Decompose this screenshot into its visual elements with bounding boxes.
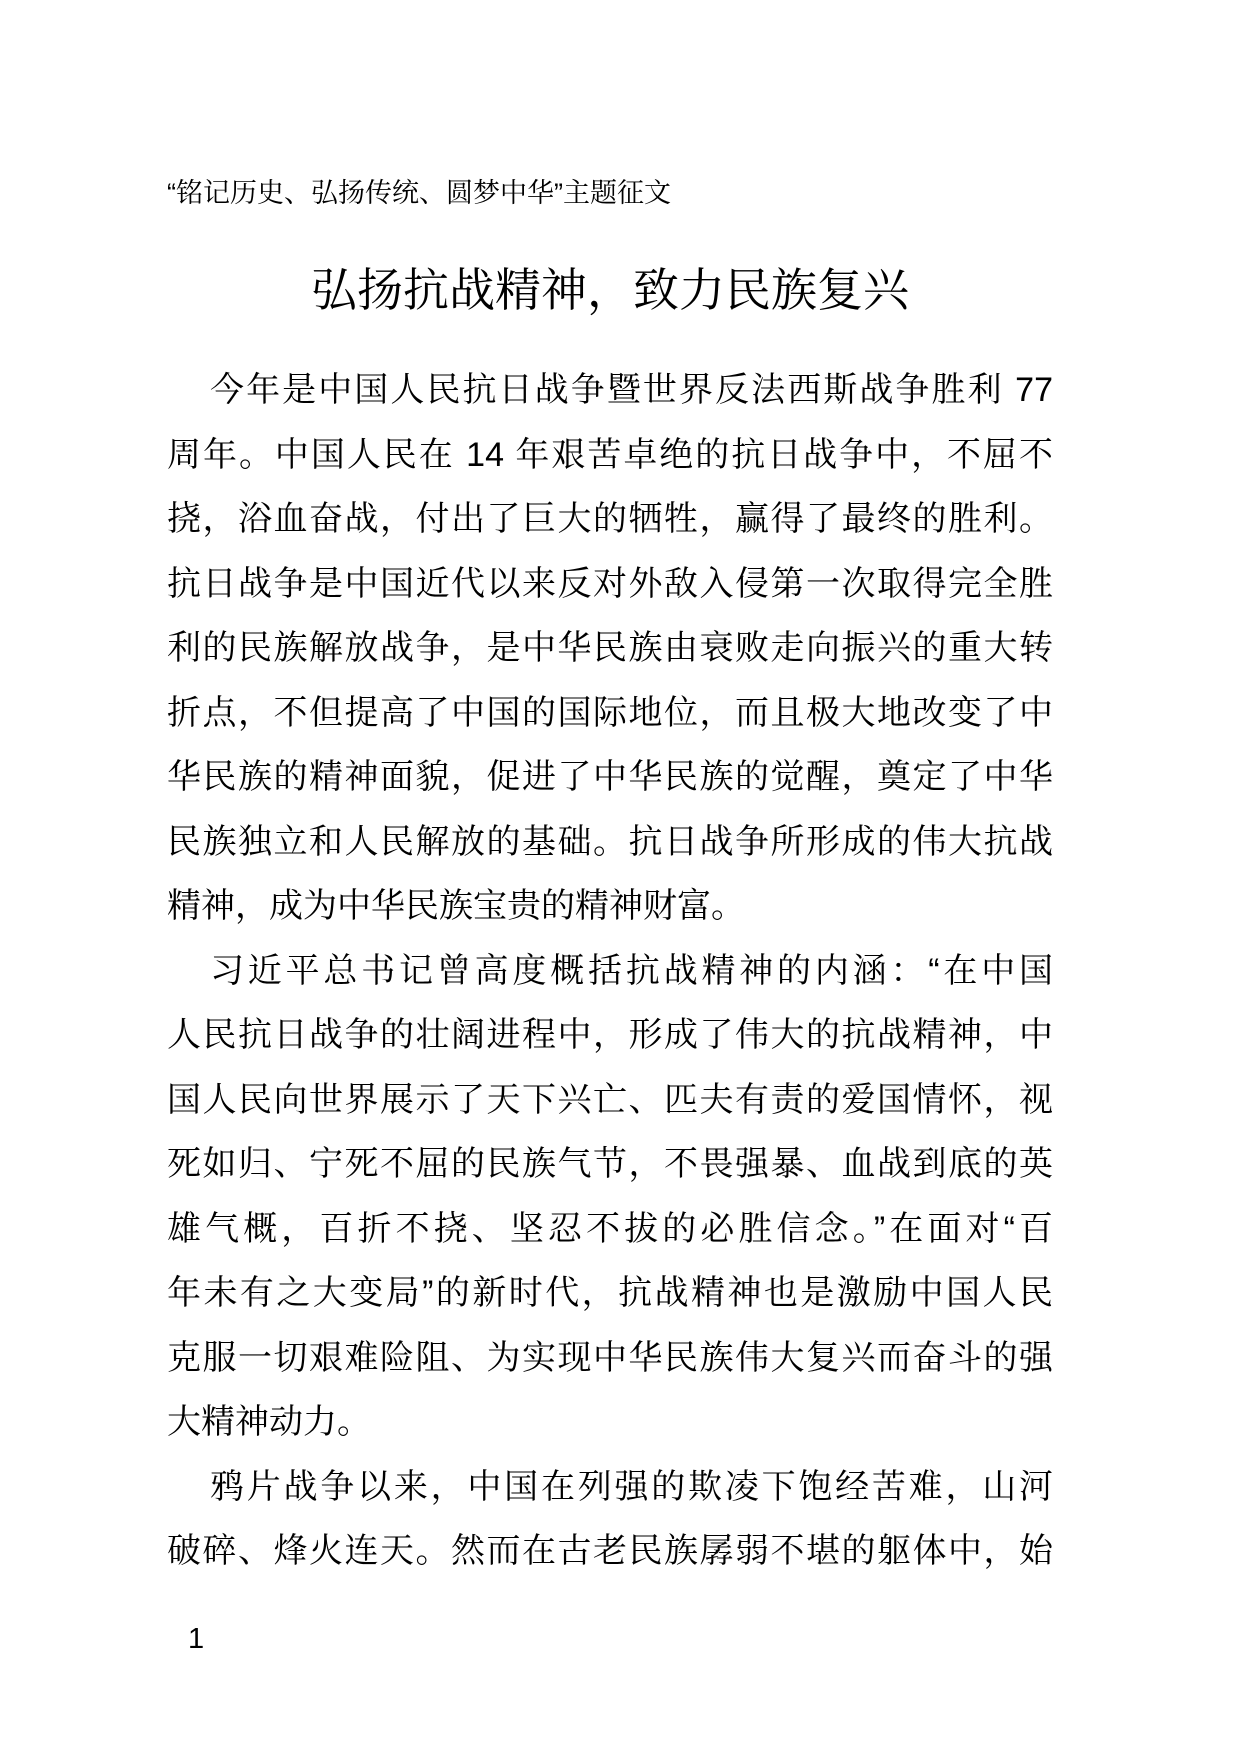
body-line: 周年。中国人民在 14 年艰苦卓绝的抗日战争中，不屈不 [167, 435, 1053, 474]
body-line: 民族独立和人民解放的基础。抗日战争所形成的伟大抗战 [167, 822, 1053, 861]
header-subject-line: “铭记历史、弘扬传统、圆梦中华”主题征文 [167, 178, 671, 208]
body-line: 人民抗日战争的壮阔进程中，形成了伟大的抗战精神，中 [167, 1016, 1053, 1054]
body-line: 抗日战争是中国近代以来反对外敌入侵第一次取得完全胜 [167, 564, 1053, 603]
body-line: 雄气概，百折不挠、坚忍不拔的必胜信念。”在面对“百 [167, 1209, 1053, 1248]
body-line: 利的民族解放战争，是中华民族由衰败走向振兴的重大转 [167, 629, 1053, 667]
body-line: 国人民向世界展示了天下兴亡、匹夫有责的爱国情怀，视 [167, 1080, 1053, 1119]
body-line: 挠，浴血奋战，付出了巨大的牺牲，赢得了最终的胜利。 [167, 500, 1053, 538]
body-line: 折点，不但提高了中国的国际地位，而且极大地改变了中 [167, 693, 1053, 732]
body-line: 习近平总书记曾高度概括抗战精神的内涵：“在中国 [210, 951, 1053, 990]
body-line: 大精神动力。 [167, 1403, 371, 1441]
body-line: 年未有之大变局”的新时代，抗战精神也是激励中国人民 [167, 1274, 1053, 1312]
body-line: 华民族的精神面貌，促进了中华民族的觉醒，奠定了中华 [167, 758, 1053, 796]
body-line: 鸦片战争以来，中国在列强的欺凌下饱经苦难，山河 [210, 1467, 1053, 1506]
body-line: 今年是中国人民抗日战争暨世界反法西斯战争胜利 77 [210, 371, 1053, 409]
paragraph [167, 939, 1053, 1455]
body-line: 死如归、宁死不屈的民族气节，不畏强暴、血战到底的英 [167, 1145, 1053, 1183]
body-line: 克服一切艰难险阻、为实现中华民族伟大复兴而奋斗的强 [167, 1338, 1053, 1377]
paragraph [167, 1455, 1053, 1584]
page-number: 1 [188, 1623, 205, 1655]
page-title: 弘扬抗战精神，致力民族复兴 [311, 264, 909, 316]
body-line: 破碎、烽火连天。然而在古老民族孱弱不堪的躯体中，始 [167, 1532, 1053, 1570]
body-line: 精神，成为中华民族宝贵的精神财富。 [167, 887, 745, 925]
paragraph [167, 358, 1053, 939]
document-body [167, 358, 1053, 1584]
